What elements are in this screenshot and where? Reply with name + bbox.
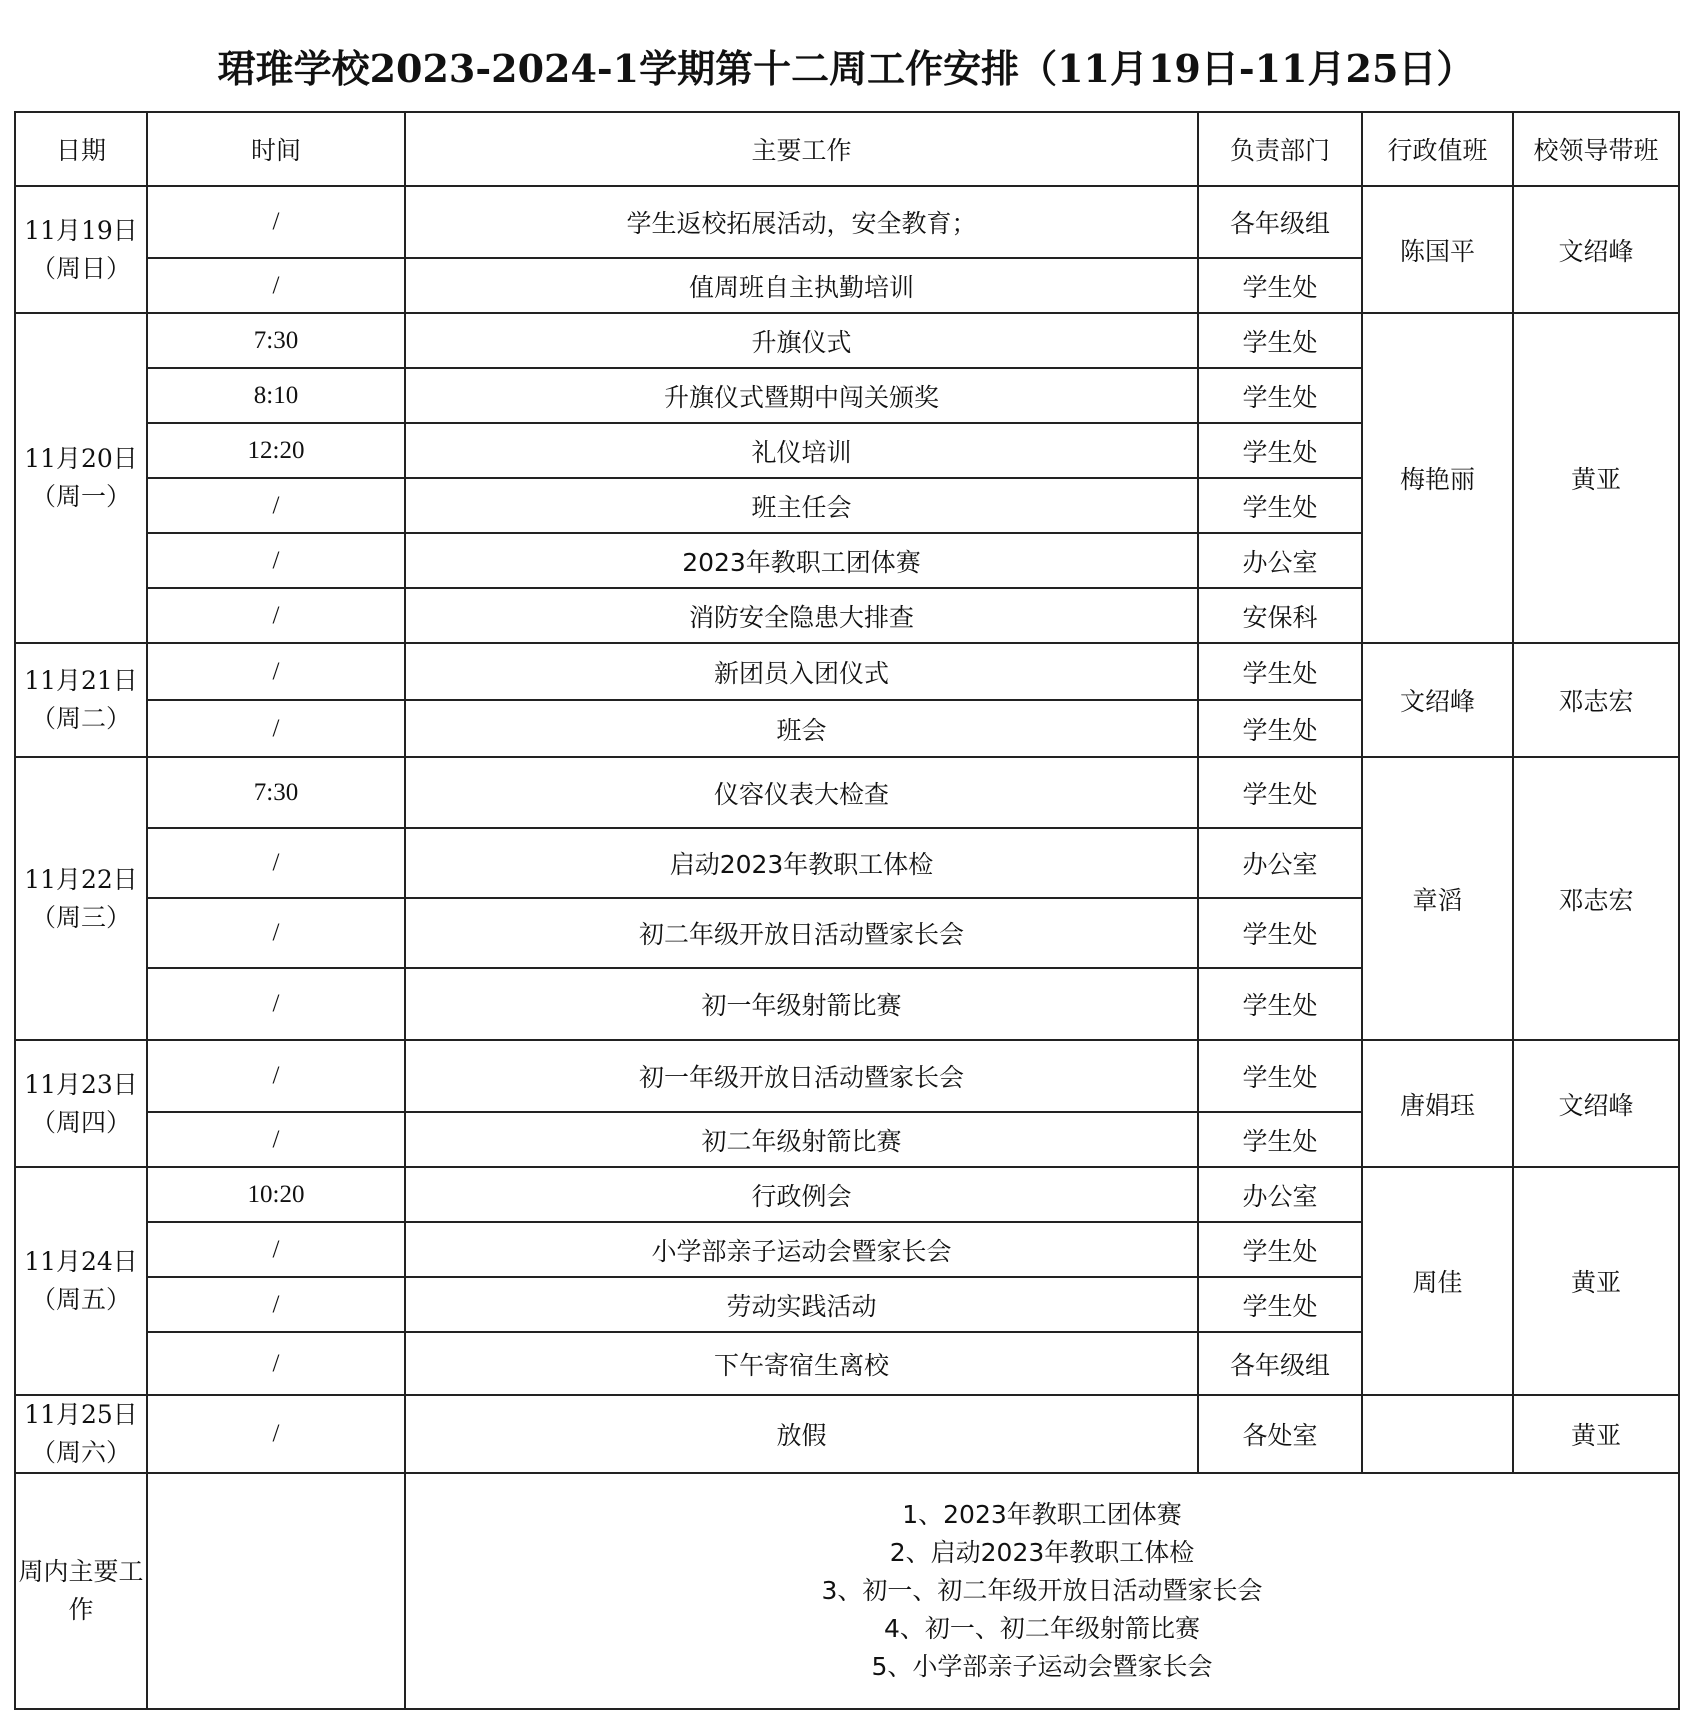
dept-cell: 学生处 (1198, 643, 1362, 700)
work-cell: 行政例会 (405, 1167, 1198, 1222)
lead-cell: 文绍峰 (1513, 1040, 1679, 1167)
summary-list (405, 1473, 1679, 1709)
summary-item: 4、初一、初二年级射箭比赛 (884, 1614, 1200, 1643)
summary-empty-cell (147, 1473, 405, 1709)
header-lead: 校领导带班 (1513, 112, 1679, 186)
date-text: 11月24日 (24, 1247, 138, 1276)
work-cell: 初一年级射箭比赛 (405, 968, 1198, 1040)
date-text: 11月23日 (24, 1069, 138, 1099)
dept-cell: 各处室 (1198, 1395, 1362, 1473)
time-cell: / (147, 1040, 405, 1112)
work-cell: 新团员入团仪式 (405, 643, 1198, 700)
time-cell: / (147, 1112, 405, 1167)
date-text: 11月22日 (24, 864, 138, 894)
header-date: 日期 (15, 112, 147, 186)
weekday-text: （周日） (30, 253, 131, 283)
time-cell: / (147, 1395, 405, 1473)
date-cell (15, 643, 147, 757)
time-cell: / (147, 478, 405, 533)
dept-cell: 学生处 (1198, 1277, 1362, 1332)
dept-cell: 学生处 (1198, 423, 1362, 478)
duty-cell (1362, 1395, 1513, 1473)
lead-cell: 邓志宏 (1513, 643, 1679, 757)
work-cell: 初二年级射箭比赛 (405, 1112, 1198, 1167)
date-cell (15, 1040, 147, 1167)
work-cell: 初二年级开放日活动暨家长会 (405, 898, 1198, 968)
work-cell: 小学部亲子运动会暨家长会 (405, 1222, 1198, 1277)
work-cell: 值周班自主执勤培训 (405, 258, 1198, 313)
summary-item: 5、小学部亲子运动会暨家长会 (871, 1652, 1213, 1681)
dept-cell: 学生处 (1198, 258, 1362, 313)
work-cell: 班会 (405, 700, 1198, 757)
dept-cell: 学生处 (1198, 757, 1362, 828)
weekday-text: （周一） (30, 482, 131, 511)
weekday-text: （周五） (30, 1285, 131, 1314)
dept-cell: 办公室 (1198, 1167, 1362, 1222)
time-cell: / (147, 700, 405, 757)
work-cell: 升旗仪式 (405, 313, 1198, 368)
lead-cell: 文绍峰 (1513, 186, 1679, 313)
work-cell: 升旗仪式暨期中闯关颁奖 (405, 368, 1198, 423)
date-cell (15, 186, 147, 313)
work-cell: 仪容仪表大检查 (405, 757, 1198, 828)
date-cell (15, 313, 147, 643)
work-cell: 初一年级开放日活动暨家长会 (405, 1040, 1198, 1112)
duty-cell: 章滔 (1362, 757, 1513, 1040)
dept-cell: 学生处 (1198, 1222, 1362, 1277)
work-cell: 班主任会 (405, 478, 1198, 533)
table-row (15, 643, 1679, 700)
time-cell: / (147, 588, 405, 643)
page-title: 珺琟学校2023-2024-1学期第十二周工作安排（11月19日-11月25日） (217, 46, 1475, 91)
time-cell: / (147, 643, 405, 700)
lead-cell: 黄亚 (1513, 313, 1679, 643)
header-dept: 负责部门 (1198, 112, 1362, 186)
work-cell: 启动2023年教职工体检 (405, 828, 1198, 898)
dept-cell: 学生处 (1198, 313, 1362, 368)
time-cell: / (147, 1277, 405, 1332)
date-cell (15, 1167, 147, 1395)
dept-cell: 学生处 (1198, 478, 1362, 533)
time-cell: / (147, 828, 405, 898)
header-row (15, 112, 1679, 186)
schedule-table (14, 111, 1680, 1710)
date-cell (15, 757, 147, 1040)
work-cell: 下午寄宿生离校 (405, 1332, 1198, 1395)
dept-cell: 办公室 (1198, 533, 1362, 588)
table-row (15, 313, 1679, 368)
time-cell: / (147, 258, 405, 313)
time-cell: 10:20 (147, 1167, 405, 1222)
time-cell: / (147, 533, 405, 588)
summary-item: 3、初一、初二年级开放日活动暨家长会 (821, 1576, 1263, 1605)
work-cell: 2023年教职工团体赛 (405, 533, 1198, 588)
table-row (15, 186, 1679, 258)
date-text: 11月25日 (24, 1400, 138, 1429)
table-row (15, 1395, 1679, 1473)
date-text: 11月21日 (24, 666, 138, 695)
summary-item: 2、启动2023年教职工体检 (889, 1538, 1195, 1567)
table-row (15, 1167, 1679, 1222)
time-cell: / (147, 186, 405, 258)
duty-cell: 周佳 (1362, 1167, 1513, 1395)
weekday-text: （周六） (30, 1438, 131, 1467)
lead-cell: 黄亚 (1513, 1395, 1679, 1473)
header-work: 主要工作 (405, 112, 1198, 186)
work-cell: 礼仪培训 (405, 423, 1198, 478)
duty-cell: 唐娟珏 (1362, 1040, 1513, 1167)
weekday-text: （周二） (30, 704, 131, 733)
dept-cell: 安保科 (1198, 588, 1362, 643)
time-cell: 12:20 (147, 423, 405, 478)
time-cell: / (147, 898, 405, 968)
schedule-body (15, 186, 1679, 1473)
work-cell: 劳动实践活动 (405, 1277, 1198, 1332)
header-time: 时间 (147, 112, 405, 186)
summary-label-line2: 作 (68, 1595, 94, 1624)
time-cell: 8:10 (147, 368, 405, 423)
lead-cell: 黄亚 (1513, 1167, 1679, 1395)
table-row (15, 757, 1679, 828)
time-cell: / (147, 1332, 405, 1395)
dept-cell: 办公室 (1198, 828, 1362, 898)
dept-cell: 学生处 (1198, 1112, 1362, 1167)
duty-cell: 梅艳丽 (1362, 313, 1513, 643)
dept-cell: 各年级组 (1198, 186, 1362, 258)
dept-cell: 学生处 (1198, 700, 1362, 757)
date-text: 11月20日 (24, 444, 138, 473)
duty-cell: 陈国平 (1362, 186, 1513, 313)
summary-section (15, 1473, 1679, 1709)
dept-cell: 学生处 (1198, 1040, 1362, 1112)
work-cell: 放假 (405, 1395, 1198, 1473)
time-cell: / (147, 1222, 405, 1277)
header-duty: 行政值班 (1362, 112, 1513, 186)
summary-label-line1: 周内主要工 (18, 1557, 144, 1586)
dept-cell: 学生处 (1198, 968, 1362, 1040)
weekday-text: （周三） (30, 902, 131, 932)
date-cell (15, 1395, 147, 1473)
lead-cell: 邓志宏 (1513, 757, 1679, 1040)
time-cell: / (147, 968, 405, 1040)
work-cell: 消防安全隐患大排查 (405, 588, 1198, 643)
time-cell: 7:30 (147, 757, 405, 828)
time-cell: 7:30 (147, 313, 405, 368)
summary-item: 1、2023年教职工团体赛 (902, 1500, 1182, 1529)
summary-row (15, 1473, 1679, 1709)
weekday-text: （周四） (30, 1107, 131, 1137)
duty-cell: 文绍峰 (1362, 643, 1513, 757)
dept-cell: 各年级组 (1198, 1332, 1362, 1395)
table-row (15, 1040, 1679, 1112)
work-cell: 学生返校拓展活动，安全教育； (405, 186, 1198, 258)
dept-cell: 学生处 (1198, 368, 1362, 423)
date-text: 11月19日 (24, 215, 138, 245)
dept-cell: 学生处 (1198, 898, 1362, 968)
summary-label (15, 1473, 147, 1709)
